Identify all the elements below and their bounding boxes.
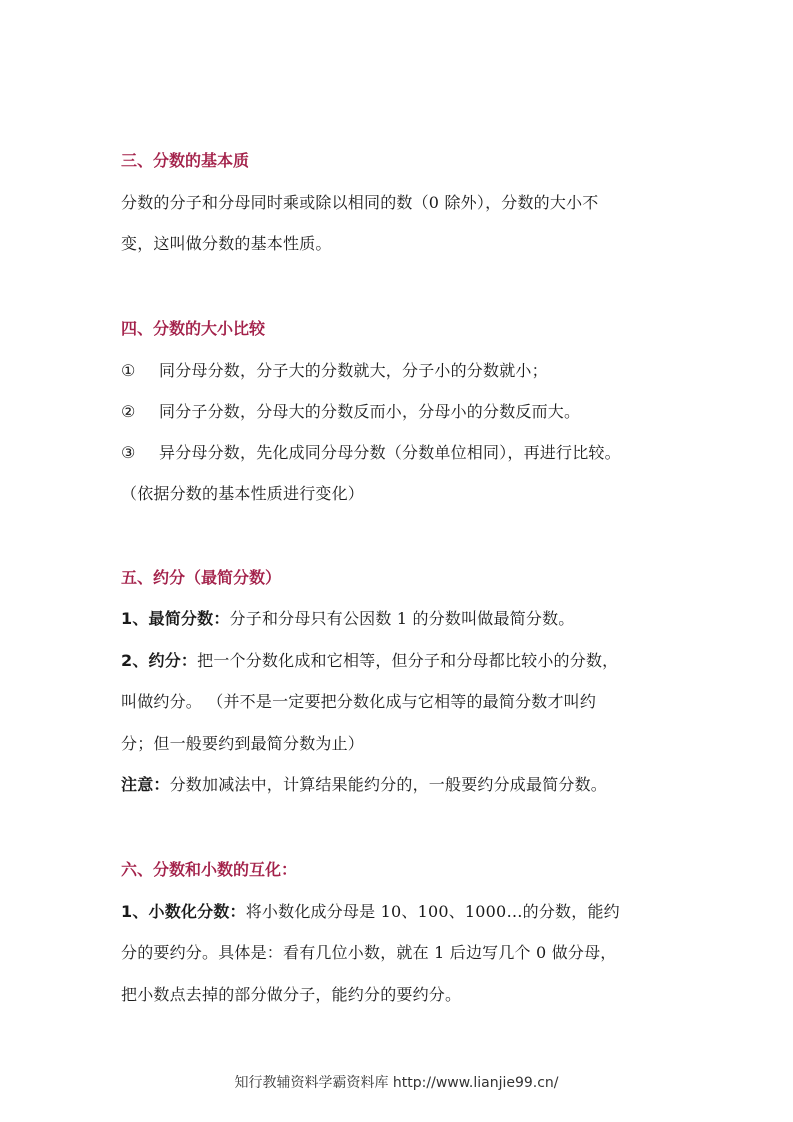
note-label: 注意： xyxy=(121,775,170,794)
list-number: ① xyxy=(121,361,136,380)
note-item xyxy=(121,772,607,795)
definition-text: 分子和分母只有公因数 1 的分数叫做最简分数。 xyxy=(229,609,575,628)
list-item-text: 同分子分数，分母大的分数反而小，分母小的分数反而大。 xyxy=(159,402,581,421)
paragraph-line: 分；但一般要约到最简分数为止） xyxy=(121,734,365,753)
note-line: （依据分数的基本性质进行变化） xyxy=(121,484,365,503)
list-number: ③ xyxy=(121,443,136,462)
paragraph-line: 把小数点去掉的部分做分子，能约分的要约分。 xyxy=(121,985,462,1004)
paragraph-line: 分数的分子和分母同时乘或除以相同的数（0 除外），分数的大小不 xyxy=(121,193,599,212)
definition-item xyxy=(121,606,575,629)
list-item xyxy=(121,440,621,463)
section-heading-3: 三、分数的基本质 xyxy=(121,151,250,170)
section-heading-4: 四、分数的大小比较 xyxy=(121,319,266,338)
definition-label: 1、最简分数： xyxy=(121,609,230,628)
list-item-text: 同分母分数，分子大的分数就大，分子小的分数就小； xyxy=(159,361,548,380)
list-item-text: 异分母分数，先化成同分母分数（分数单位相同），再进行比较。 xyxy=(159,443,621,462)
definition-label: 1、小数化分数： xyxy=(121,902,246,921)
paragraph-line: 分的要约分。具体是：看有几位小数，就在 1 后边写几个 0 做分母， xyxy=(121,943,617,962)
paragraph-line: 变，这叫做分数的基本性质。 xyxy=(121,234,332,253)
definition-label: 2、约分： xyxy=(121,651,198,670)
note-text: 分数加减法中，计算结果能约分的，一般要约分成最简分数。 xyxy=(169,775,608,794)
paragraph-line: 叫做约分。 （并不是一定要把分数化成与它相等的最简分数才叫约 xyxy=(121,692,597,711)
section-heading-5: 五、约分（最简分数） xyxy=(121,568,282,587)
definition-item xyxy=(121,648,618,671)
definition-item xyxy=(121,899,620,922)
section-heading-6: 六、分数和小数的互化： xyxy=(121,860,298,879)
definition-text: 把一个分数化成和它相等，但分子和分母都比较小的分数， xyxy=(197,651,619,670)
list-number: ② xyxy=(121,402,136,421)
definition-text: 将小数化成分母是 10、100、1000…的分数，能约 xyxy=(245,902,620,921)
list-item xyxy=(121,399,580,422)
page-footer: 知行教辅资料学霸资料库 http://www.lianjie99.cn/ xyxy=(234,1075,559,1091)
list-item xyxy=(121,358,548,381)
